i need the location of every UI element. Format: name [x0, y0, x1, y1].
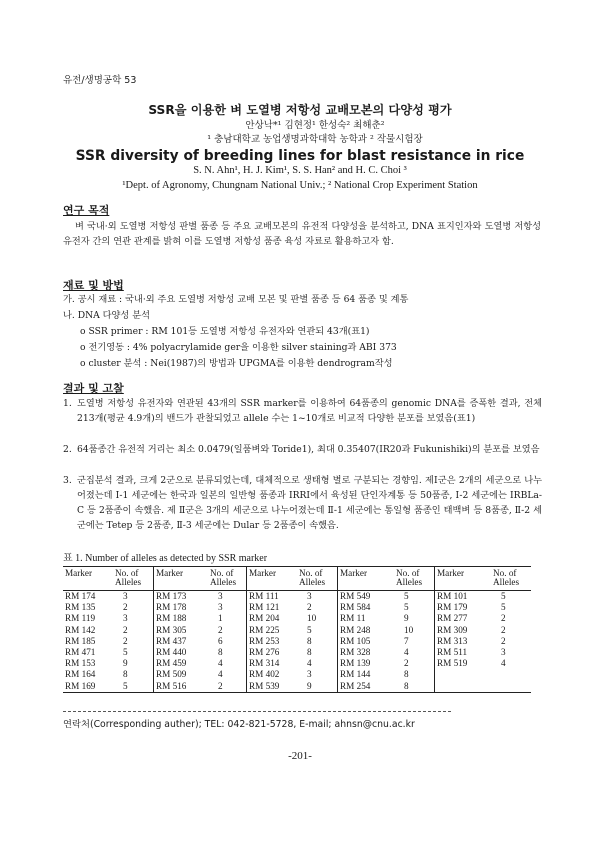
allele-count-cell: 4: [501, 658, 506, 669]
header-marker: Marker: [154, 567, 209, 591]
allele-count-cell: 10: [404, 624, 414, 635]
objective-heading: 연구 목적: [63, 204, 110, 217]
marker-cell: RM 516: [154, 681, 209, 693]
marker-cell: RM 276: [247, 647, 298, 658]
allele-count-cell: 5: [404, 591, 409, 601]
header-marker: Marker: [63, 567, 113, 591]
marker-cell: RM 142: [65, 624, 96, 635]
table-row: [63, 647, 531, 658]
table-body: [63, 591, 531, 693]
allele-count-cell: 5: [404, 602, 409, 613]
marker-cell: RM 549: [338, 591, 395, 603]
marker-cell: RM 173: [154, 591, 209, 603]
table-row: [63, 669, 531, 680]
allele-count-cell: 9: [307, 680, 312, 691]
table-row: [63, 602, 531, 613]
table-row: [63, 591, 531, 603]
marker-cell: RM 248: [338, 625, 395, 636]
allele-count-cell: 6: [218, 635, 223, 646]
page-number: -201-: [288, 750, 312, 762]
allele-count-cell: 4: [307, 658, 312, 669]
marker-cell: RM 178: [154, 602, 209, 613]
marker-cell: RM 185: [65, 635, 96, 646]
marker-cell: [435, 681, 492, 693]
methods-line-a: 가. 공시 재료 : 국내·외 주요 도열병 저항성 교배 모본 및 판별 품종 등 64 품종 및 계통: [63, 294, 409, 305]
allele-count-cell: 2: [307, 602, 312, 613]
allele-table: [63, 566, 531, 693]
header-alleles: No. of Alleles: [491, 567, 531, 591]
table-row: [63, 625, 531, 636]
marker-cell: RM 519: [435, 658, 492, 669]
allele-count-cell: 8: [307, 635, 312, 646]
marker-cell: RM 328: [338, 647, 395, 658]
allele-count-cell: 3: [218, 591, 223, 601]
marker-cell: RM 169: [65, 680, 96, 691]
marker-cell: RM 144: [338, 669, 395, 680]
result-3-num: 3.: [63, 475, 72, 486]
marker-cell: RM 440: [154, 647, 209, 658]
marker-cell: RM 188: [154, 613, 209, 624]
allele-count-cell: 4: [218, 669, 223, 680]
allele-count-cell: [491, 669, 531, 680]
footer-divider: [63, 711, 451, 712]
marker-cell: RM 509: [154, 669, 209, 680]
marker-cell: RM 101: [435, 591, 492, 603]
header-marker: Marker: [435, 567, 492, 591]
table-row: [63, 681, 531, 693]
allele-count-cell: [491, 681, 531, 693]
allele-count-cell: 9: [404, 613, 409, 624]
allele-count-cell: 2: [501, 635, 506, 646]
allele-count-cell: 3: [123, 591, 128, 601]
allele-count-cell: 3: [218, 602, 223, 613]
marker-cell: RM 139: [338, 658, 395, 669]
allele-count-cell: 8: [123, 669, 128, 680]
marker-cell: RM 437: [154, 636, 209, 647]
marker-cell: [435, 669, 492, 680]
header-marker: Marker: [247, 567, 298, 591]
allele-count-cell: 3: [123, 613, 128, 624]
methods-line-cluster: o cluster 분석 : Nei(1987)의 방법과 UPGMA를 이용한 dendrogram작성: [80, 358, 393, 369]
header-alleles: No. of Alleles: [208, 567, 247, 591]
allele-count-cell: 2: [501, 613, 506, 624]
marker-cell: RM 164: [65, 669, 96, 680]
english-affiliations: ¹Dept. of Agronomy, Chungnam National Univ.; ² National Crop Experiment Station: [122, 180, 478, 191]
methods-line-primer: o SSR primer : RM 101등 도열병 저항성 유전자와 연관되 43개(표1): [80, 326, 370, 337]
marker-cell: RM 314: [247, 658, 298, 669]
allele-count-cell: 3: [501, 647, 506, 658]
methods-heading: 재료 및 방법: [63, 279, 124, 292]
allele-count-cell: 5: [307, 624, 312, 635]
marker-cell: RM 11: [338, 613, 395, 624]
marker-cell: RM 277: [435, 613, 492, 624]
allele-table-wrapper: [63, 566, 531, 693]
marker-cell: RM 305: [154, 625, 209, 636]
allele-count-cell: 8: [404, 680, 409, 691]
marker-cell: RM 254: [338, 681, 395, 693]
result-2-num: 2.: [63, 444, 72, 455]
results-heading: 결과 및 고찰: [63, 382, 124, 395]
allele-count-cell: 8: [404, 669, 409, 680]
allele-count-cell: 2: [123, 624, 128, 635]
result-1-num: 1.: [63, 398, 72, 409]
allele-count-cell: 3: [307, 591, 312, 601]
methods-line-electrophoresis: o 전기영동 : 4% polyacrylamide ger을 이용한 silver staining과 ABI 373: [80, 342, 397, 353]
allele-count-cell: 5: [501, 591, 506, 601]
allele-count-cell: 8: [218, 647, 223, 658]
marker-cell: RM 539: [247, 681, 298, 693]
marker-cell: RM 511: [435, 647, 492, 658]
marker-cell: RM 179: [435, 602, 492, 613]
allele-count-cell: 7: [404, 635, 409, 646]
marker-cell: RM 105: [338, 636, 395, 647]
methods-line-b: 나. DNA 다양성 분석: [63, 310, 150, 321]
result-2-text: 64품종간 유전적 거리는 최소 0.0479(일품벼와 Toride1), 최대 0.35407(IR20과 Fukunishiki)의 분포를 보였음: [77, 444, 540, 455]
allele-count-cell: 10: [307, 613, 317, 624]
allele-count-cell: 2: [501, 624, 506, 635]
allele-count-cell: 5: [123, 647, 128, 658]
marker-cell: RM 225: [247, 625, 298, 636]
contact-info: 연락처(Corresponding auther); TEL: 042-821-5728, E-mail; ahnsn@cnu.ac.kr: [63, 719, 415, 730]
korean-affiliations: ¹ 충남대학교 농업생명과학대학 농학과 ² 작물시험장: [207, 134, 423, 145]
marker-cell: RM 135: [65, 602, 96, 613]
table-header-row: [63, 567, 531, 591]
allele-count-cell: 1: [218, 613, 223, 624]
marker-cell: RM 253: [247, 636, 298, 647]
marker-cell: RM 174: [65, 591, 96, 601]
marker-cell: RM 402: [247, 669, 298, 680]
table-caption: 표 1. Number of alleles as detected by SSR marker: [63, 553, 268, 564]
header-alleles: No. of Alleles: [113, 567, 154, 591]
header-alleles: No. of Alleles: [394, 567, 435, 591]
session-label: 유전/생명공학 53: [63, 75, 137, 86]
allele-count-cell: 4: [404, 647, 409, 658]
table-row: [63, 636, 531, 647]
korean-authors: 안상낙*¹ 김현정¹ 한성숙² 최해춘²: [245, 120, 385, 131]
allele-count-cell: 2: [218, 624, 223, 635]
english-authors: S. N. Ahn¹, H. J. Kim¹, S. S. Han² and H. C. Choi ³: [193, 165, 407, 176]
allele-count-cell: 4: [218, 658, 223, 669]
objective-text: 벼 국내·외 도열병 저항성 판별 품종 등 주요 교배모본의 유전적 다양성을 분석하고, DNA 표지인자와 도열병 저항성유전자 간의 연관 관계를 밝혀 이를 도열병 저항성 품종 육성 자료로 활용하고자 함.: [63, 221, 541, 247]
korean-title: SSR을 이용한 벼 도열병 저항성 교배모본의 다양성 평가: [148, 103, 452, 117]
allele-count-cell: 2: [123, 635, 128, 646]
header-marker: Marker: [338, 567, 395, 591]
marker-cell: RM 121: [247, 602, 298, 613]
result-3-text: 군집분석 결과, 크게 2군으로 분류되었는데, 대체적으로 생태형 별로 구분되는 경향임. 제Ⅰ군은 2개의 세군으로 나누어졌는데 Ⅰ-1 세군에는 한국과 일본의 일반형 품종과 IRRI에서 육성된 단인자계통 등 50품종, Ⅰ-2 세군에는 IRBLa-C 등 2품종이 속했음. 제 Ⅱ군은 3개의 세군으로 나누어졌는데 Ⅱ-1 세군에는 통일형 품종인 태백벼 등 8품종, Ⅱ-2 세군에는 Tetep 등 2품종, Ⅱ-3 세군에는 Dular 등 2품종이 속했음.: [77, 475, 542, 531]
marker-cell: RM 111: [247, 591, 298, 603]
marker-cell: RM 119: [65, 613, 96, 624]
allele-count-cell: 5: [501, 602, 506, 613]
english-title: SSR diversity of breeding lines for blast resistance in rice: [75, 148, 525, 164]
allele-count-cell: 8: [307, 647, 312, 658]
table-row: [63, 658, 531, 669]
result-1-text: 도열병 저항성 유전자와 연관된 43개의 SSR marker를 이용하여 64품종의 genomic DNA를 증폭한 결과, 전체 213개(평균 4.9개)의 밴드가 관찰되었고 allele 수는 1~10개로 비교적 다양한 분포를 보였음(표1): [77, 398, 542, 424]
marker-cell: RM 204: [247, 613, 298, 624]
allele-count-cell: 3: [307, 669, 312, 680]
allele-count-cell: 5: [123, 680, 128, 691]
header-alleles: No. of Alleles: [297, 567, 338, 591]
marker-cell: RM 584: [338, 602, 395, 613]
marker-cell: RM 471: [65, 647, 96, 658]
allele-count-cell: 2: [123, 602, 128, 613]
marker-cell: RM 459: [154, 658, 209, 669]
allele-count-cell: 9: [123, 658, 128, 669]
allele-count-cell: 2: [404, 658, 409, 669]
allele-count-cell: 2: [218, 680, 223, 691]
table-row: [63, 613, 531, 624]
marker-cell: RM 313: [435, 636, 492, 647]
marker-cell: RM 153: [65, 658, 96, 669]
marker-cell: RM 309: [435, 625, 492, 636]
